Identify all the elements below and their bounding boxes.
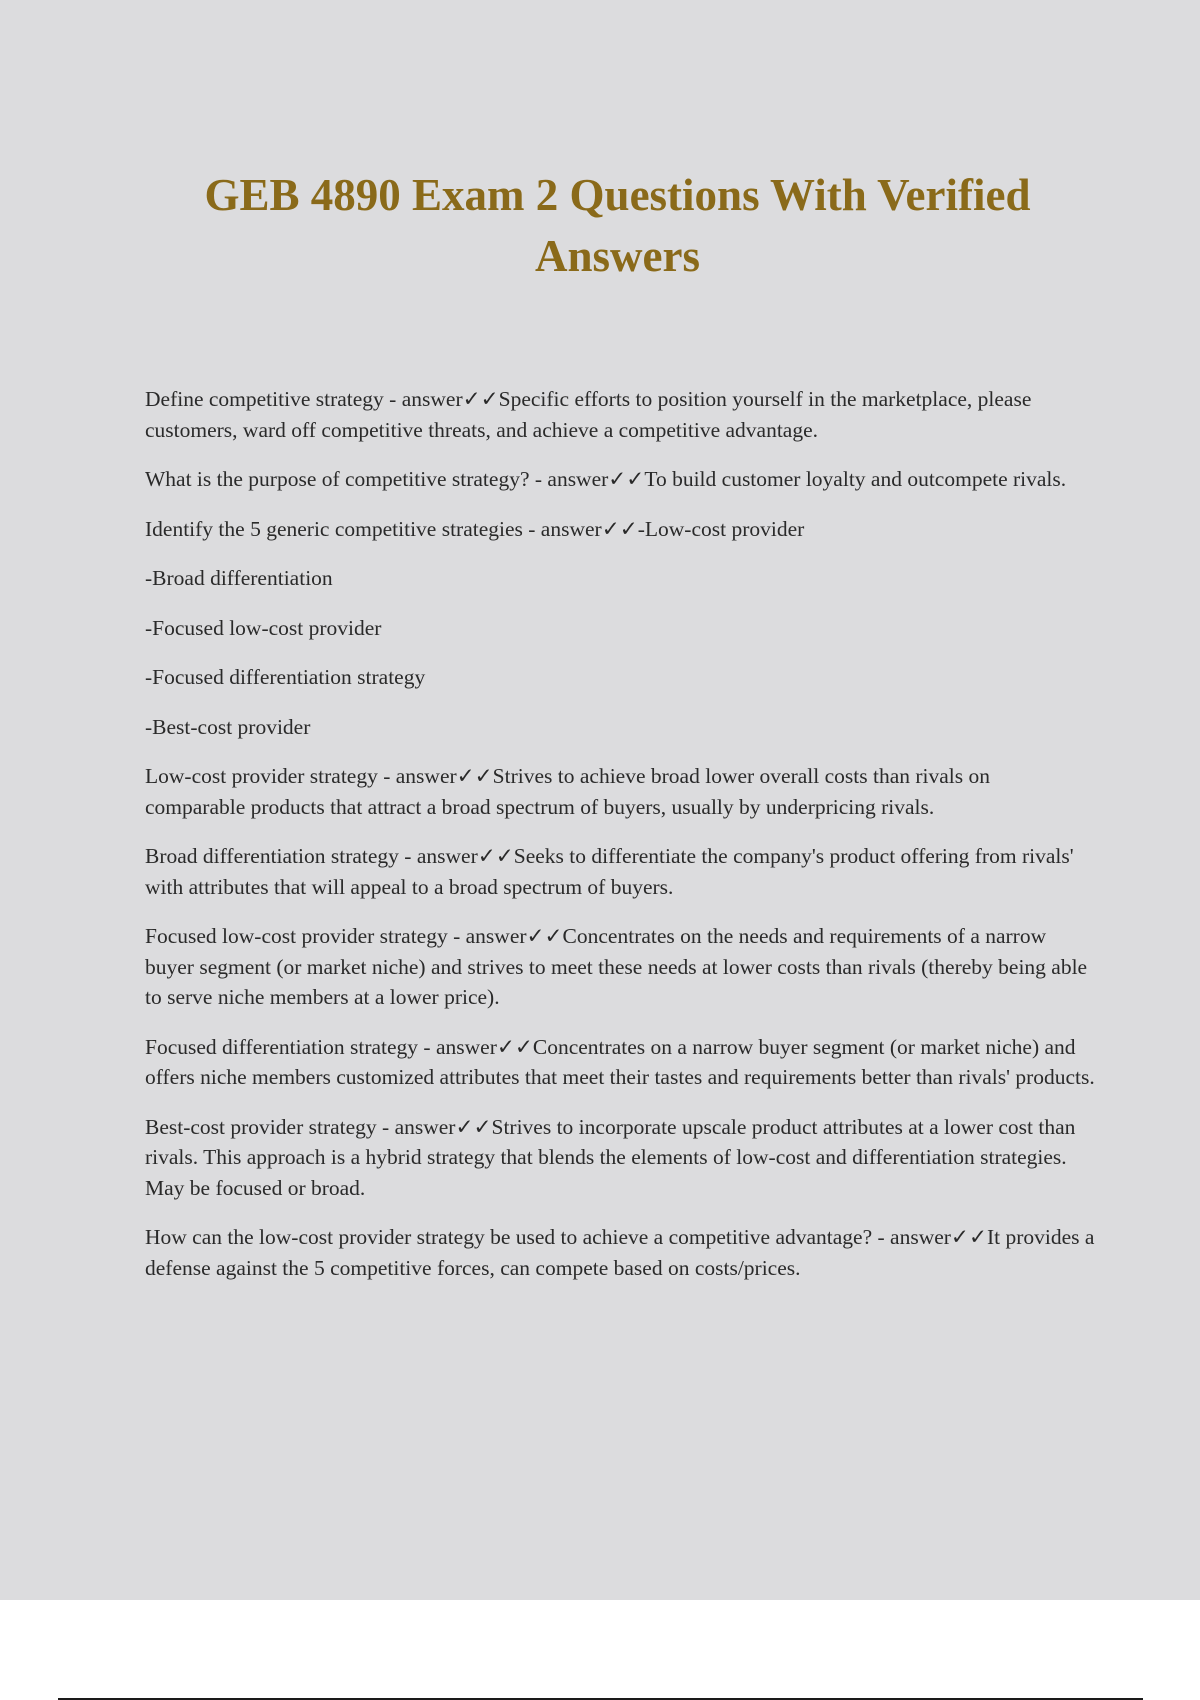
qa-focused-differentiation: Focused differentiation strategy - answer✓✓Concentrates on a narrow buyer segment (or market niche) and offers niche members customized attributes that meet their tastes and requirements better than rivals' products. xyxy=(145,1034,1095,1089)
qa-best-cost-provider: Best-cost provider strategy - answer✓✓Strives to incorporate upscale product attributes at a lower cost than rivals. This approach is a hybrid strategy that blends the elements of low-cost and differentiation strategies. May be focused or broad. xyxy=(145,1114,1076,1200)
qa-purpose-competitive-strategy: What is the purpose of competitive strategy? - answer✓✓To build customer loyalty and outcompete rivals. xyxy=(145,467,1067,491)
qa-focused-low-cost: Focused low-cost provider strategy - answer✓✓Concentrates on the needs and requirements of a narrow buyer segment (or market niche) and strives to meet these needs at lower costs than rivals (thereby being able to serve niche members at a lower price). xyxy=(145,924,1088,1009)
qa-low-cost-provider: Low-cost provider strategy - answer✓✓Strives to achieve broad lower overall costs than rivals on comparable products that attract a broad spectrum of buyers, usually by underpricing rivals. xyxy=(145,764,991,819)
document-title: GEB 4890 Exam 2 Questions With Verified Answers xyxy=(204,170,1031,281)
list-item-broad-differentiation: -Broad differentiation xyxy=(145,566,333,590)
list-item-focused-low-cost: -Focused low-cost provider xyxy=(145,615,382,640)
qa-define-competitive-strategy: Define competitive strategy - answer✓✓Specific efforts to position yourself in the marketplace, please customers, ward off competitive threats, and achieve a competitive advantage. xyxy=(145,387,1032,442)
document-body xyxy=(145,384,1095,1283)
qa-low-cost-advantage: How can the low-cost provider strategy be used to achieve a competitive advantage? - answer✓✓It provides a defense against the 5 competitive forces, can compete based on costs/prices. xyxy=(145,1225,1095,1280)
list-item-focused-differentiation: -Focused differentiation strategy xyxy=(145,665,426,689)
qa-five-generic-strategies: Identify the 5 generic competitive strategies - answer✓✓-Low-cost provider xyxy=(145,516,805,541)
list-item-best-cost: -Best-cost provider xyxy=(145,714,311,739)
qa-broad-differentiation: Broad differentiation strategy - answer✓✓Seeks to differentiate the company's product offering from rivals' with attributes that will appeal to a broad spectrum of buyers. xyxy=(145,844,1074,899)
